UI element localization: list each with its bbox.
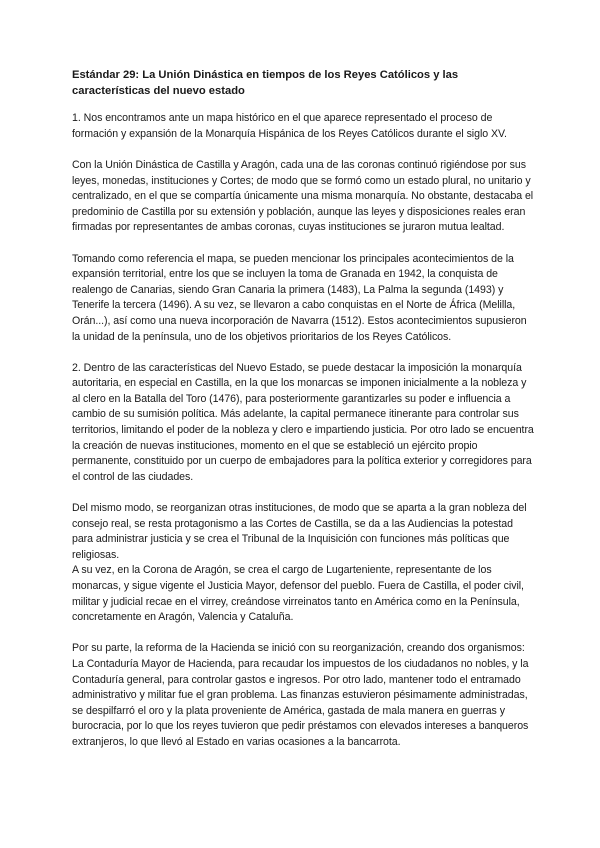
- paragraph-dynastic-union: Con la Unión Dinástica de Castilla y Aragón, cada una de las coronas continuó rigiéndose por sus leyes, monedas, instituciones y Cortes; de modo que se formó como un estado plural, no unitario y centralizado, en el que se compartía únicamente una misma monarquía. No obstante, destacaba el predominio de Castilla por su extensión y población, aunque las leyes y disposiciones reales eran firmadas por representantes de ambas coronas, cuyas instituciones se juraron mutua lealtad.: [72, 158, 534, 234]
- document-title: Estándar 29: La Unión Dinástica en tiempos de los Reyes Católicos y las características del nuevo estado: [72, 69, 459, 97]
- paragraph-map-intro: 1. Nos encontramos ante un mapa histórico en el que aparece representado el proceso de formación y expansión de la Monarquía Hispánica de los Reyes Católicos durante el siglo XV.: [72, 112, 507, 140]
- document-page: [72, 68, 534, 766]
- paragraph-territorial-expansion: Tomando como referencia el mapa, se pueden mencionar los principales acontecimientos de la expansión territorial, entre los que se incluyen la toma de Granada en 1942, la conquista de realengo de Canarias, siendo Gran Canaria la primera (1483), La Palma la segunda (1493) y Tenerife la tercera (1496). A su vez, se llevaron a cabo conquistas en el Norte de África (Melilla, Orán...), así como una nueva incorporación de Navarra (1512). Estos acontecimientos supusieron la unidad de la península, uno de los objetivos prioritarios de los Reyes Católicos.: [72, 252, 527, 343]
- paragraph-treasury-reform: Por su parte, la reforma de la Hacienda se inició con su reorganización, creando dos organismos: La Contaduría Mayor de Hacienda, para recaudar los impuestos de los ciudadanos no nobles, y la Contaduría general, para controlar gastos e ingresos. Por otro lado, mantener todo el entramado administrativo y militar fue el gran problema. Las finanzas estuvieron pésimamente administradas, se despilfarró el oro y la plata proveniente de América, gastada de mala manera en guerras y burocracia, por lo que los reyes tuvieron que pedir préstamos con elevados intereses a banqueros extranjeros, lo que llevó al Estado en varias ocasiones a la bancarrota.: [72, 642, 529, 748]
- paragraph-crown-of-aragon: A su vez, en la Corona de Aragón, se crea el cargo de Lugarteniente, representante de los monarcas, y sigue vigente el Justicia Mayor, defensor del pueblo. Fuera de Castilla, el poder civil, militar y judicial recae en el virrey, creándose virreinatos tanto en América como en la Península, concretamente en Aragón, Valencia y Cataluña.: [72, 564, 524, 624]
- paragraph-institutions: Del mismo modo, se reorganizan otras instituciones, de modo que se aparta a la gran nobleza del consejo real, se resta protagonismo a las Cortes de Castilla, se da a las Audiencias la potestad para administrar justicia y se crea el Tribunal de la Inquisición con funciones más políticas que religiosas.: [72, 502, 527, 561]
- paragraph-new-state: 2. Dentro de las características del Nuevo Estado, se puede destacar la imposición la monarquía autoritaria, en especial en Castilla, en la que los monarcas se imponen inicialmente a la nobleza y al clero en la Batalla del Toro (1476), para posteriormente garantizarles su poder e influencia a cambio de su sumisión política. Más adelante, la capital permanece itinerante para controlar sus territorios, limitando el poder de la nobleza y clero e impartiendo justicia. Por otro lado se encuentra la creación de nuevas instituciones, momento en el que se estableció un ejército propio permanente, constituido por un cuerpo de embajadores para la política exterior y corregidores para el control de las ciudades.: [72, 361, 534, 483]
